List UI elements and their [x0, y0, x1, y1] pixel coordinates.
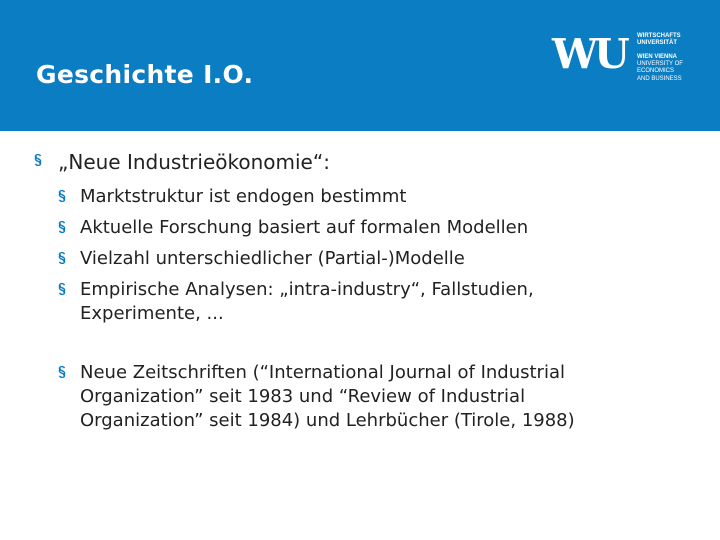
slide-title: Geschichte I.O.: [36, 60, 254, 89]
sub-bullet-text: Marktstruktur ist endogen bestimmt: [80, 186, 407, 207]
section-bullet-icon: [34, 154, 42, 166]
journal-bullet-line: Organization” seit 1983 und “Review of Industrial: [80, 386, 526, 407]
sub-bullet-icon: [58, 221, 66, 233]
wu-logo-mark: WU: [552, 30, 626, 78]
wu-logo: [552, 32, 692, 112]
sub-bullet-icon: [58, 283, 66, 295]
journal-bullet-line: Organization” seit 1984) und Lehrbücher (Tirole, 1988): [80, 410, 575, 431]
wu-logo-top-text: WIRTSCHAFTS UNIVERSITÄT: [637, 33, 681, 46]
sub-bullet-icon: [58, 366, 66, 378]
sub-bullet-text: Aktuelle Forschung basiert auf formalen Modellen: [80, 217, 529, 238]
slide-header: [0, 0, 720, 131]
sub-bullet-icon: [58, 252, 66, 264]
sub-bullet-text-continued: Experimente, ...: [80, 303, 224, 324]
main-bullet-text: „Neue Industrieökonomie“:: [58, 150, 330, 174]
sub-bullet-icon: [58, 190, 66, 202]
sub-bullet-text: Vielzahl unterschiedlicher (Partial-)Modelle: [80, 248, 465, 269]
wu-logo-bottom-text: WIEN VIENNA UNIVERSITY OF ECONOMICS AND BUSINESS: [637, 54, 683, 82]
journal-bullet-line: Neue Zeitschriften (“International Journal of Industrial: [80, 362, 565, 383]
sub-bullet-text: Empirische Analysen: „intra-industry“, Fallstudien,: [80, 279, 534, 300]
